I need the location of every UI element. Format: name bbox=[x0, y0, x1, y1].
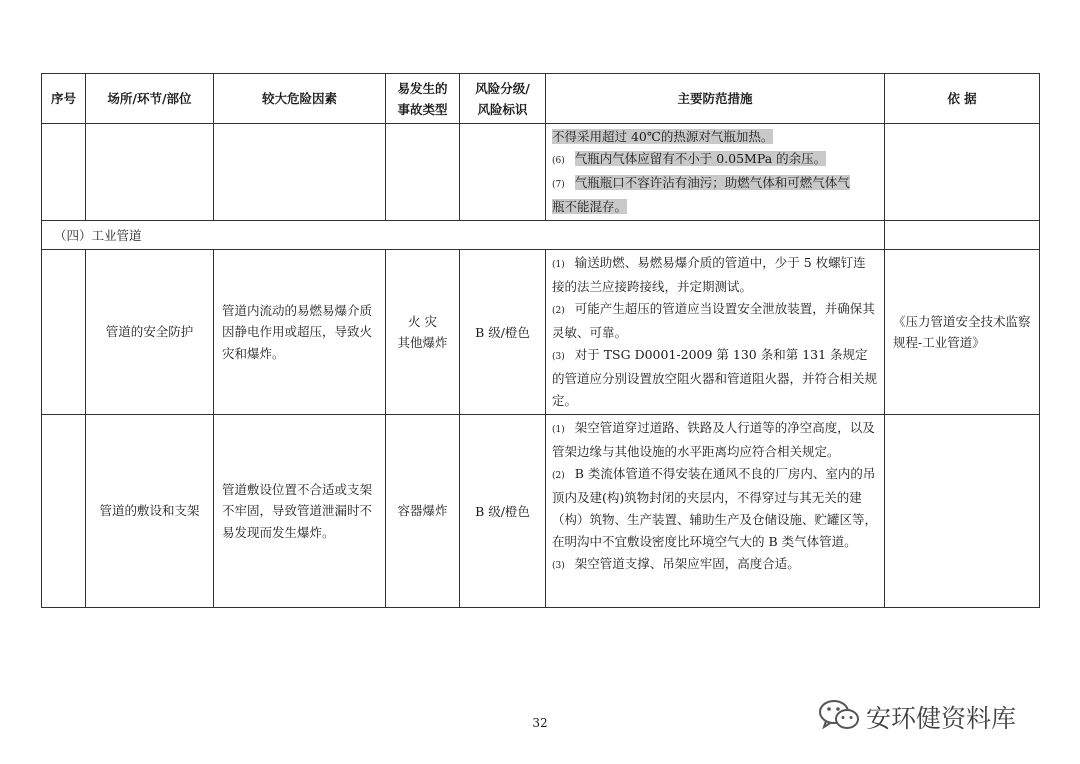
measure-number: (1) bbox=[552, 260, 565, 270]
header-seq: 序号 bbox=[42, 74, 86, 124]
section-title: （四）工业管道 bbox=[42, 221, 885, 250]
header-hazard: 较大危险因素 bbox=[214, 74, 386, 124]
measure-text: 架空管道穿过道路、铁路及人行道等的净空高度，以及管架边缘与其他设施的水平距离均应符合相关规定。 bbox=[552, 420, 875, 459]
location-cell: 管道的敷设和支架 bbox=[86, 415, 214, 608]
continuation-measures bbox=[546, 124, 885, 221]
measure-number: (2) bbox=[552, 471, 565, 481]
wechat-icon bbox=[818, 698, 860, 736]
measure-line: 气瓶瓶口不容许沾有油污；助燃气体和可燃气体气 bbox=[574, 175, 850, 190]
measures-cell bbox=[546, 415, 885, 608]
section-row bbox=[42, 221, 1040, 250]
measure-number: (3) bbox=[552, 352, 565, 362]
measure-text: 可能产生超压的管道应当设置安全泄放装置，并确保其灵敏、可靠。 bbox=[552, 301, 875, 340]
basis-cell bbox=[885, 415, 1040, 608]
measure-text: 对于 TSG D0001-2009 第 130 条和第 131 条规定的管道应分别设置放空阻火器和管道阻火器，并符合相关规定。 bbox=[552, 347, 878, 408]
measure-line: 不得采用超过 40℃的热源对气瓶加热。 bbox=[552, 129, 774, 144]
risk-table bbox=[41, 73, 1040, 608]
measure-text: B 类流体管道不得安装在通风不良的厂房内、室内的吊顶内及建(构)筑物封闭的夹层内，不得穿过与其无关的建（构）筑物、生产装置、辅助生产及仓储设施、贮罐区等，在明沟中不宜敷设密度比环境空气大的 B 类气体管道。 bbox=[552, 466, 878, 549]
measure-number: (7) bbox=[552, 180, 565, 190]
header-basis: 依 据 bbox=[885, 74, 1040, 124]
measure-number: (6) bbox=[552, 156, 565, 166]
page-number: 32 bbox=[532, 716, 548, 730]
header-row bbox=[42, 74, 1040, 124]
header-location: 场所/环节/部位 bbox=[86, 74, 214, 124]
header-risk-level: 风险分级/ 风险标识 bbox=[460, 74, 546, 124]
measure-line: 气瓶内气体应留有不小于 0.05MPa 的余压。 bbox=[574, 151, 827, 166]
basis-cell: 《压力管道安全技术监察规程-工业管道》 bbox=[885, 250, 1040, 415]
measures-cell bbox=[546, 250, 885, 415]
measure-number: (3) bbox=[552, 561, 565, 571]
measure-line: 瓶不能混存。 bbox=[552, 199, 628, 214]
risk-level-cell: B 级/橙色 bbox=[460, 250, 546, 415]
header-measures: 主要防范措施 bbox=[546, 74, 885, 124]
measure-number: (1) bbox=[552, 425, 565, 435]
accident-type-cell: 容器爆炸 bbox=[386, 415, 460, 608]
table-row bbox=[42, 250, 1040, 415]
hazard-cell: 管道敷设位置不合适或支架不牢固，导致管道泄漏时不易发现而发生爆炸。 bbox=[214, 415, 386, 608]
location-cell: 管道的安全防护 bbox=[86, 250, 214, 415]
watermark bbox=[818, 698, 1016, 736]
measure-number: (2) bbox=[552, 306, 565, 316]
accident-type-cell: 火 灾 其他爆炸 bbox=[386, 250, 460, 415]
risk-level-cell: B 级/橙色 bbox=[460, 415, 546, 608]
table-row bbox=[42, 415, 1040, 608]
header-accident-type: 易发生的 事故类型 bbox=[386, 74, 460, 124]
continuation-row bbox=[42, 124, 1040, 221]
measure-text: 架空管道支撑、吊架应牢固，高度合适。 bbox=[574, 556, 800, 571]
hazard-cell: 管道内流动的易燃易爆介质因静电作用或超压，导致火灾和爆炸。 bbox=[214, 250, 386, 415]
watermark-text: 安环健资料库 bbox=[866, 704, 1017, 733]
measure-text: 输送助燃、易燃易爆介质的管道中，少于 5 枚螺钉连接的法兰应接跨接线，并定期测试。 bbox=[552, 255, 866, 294]
